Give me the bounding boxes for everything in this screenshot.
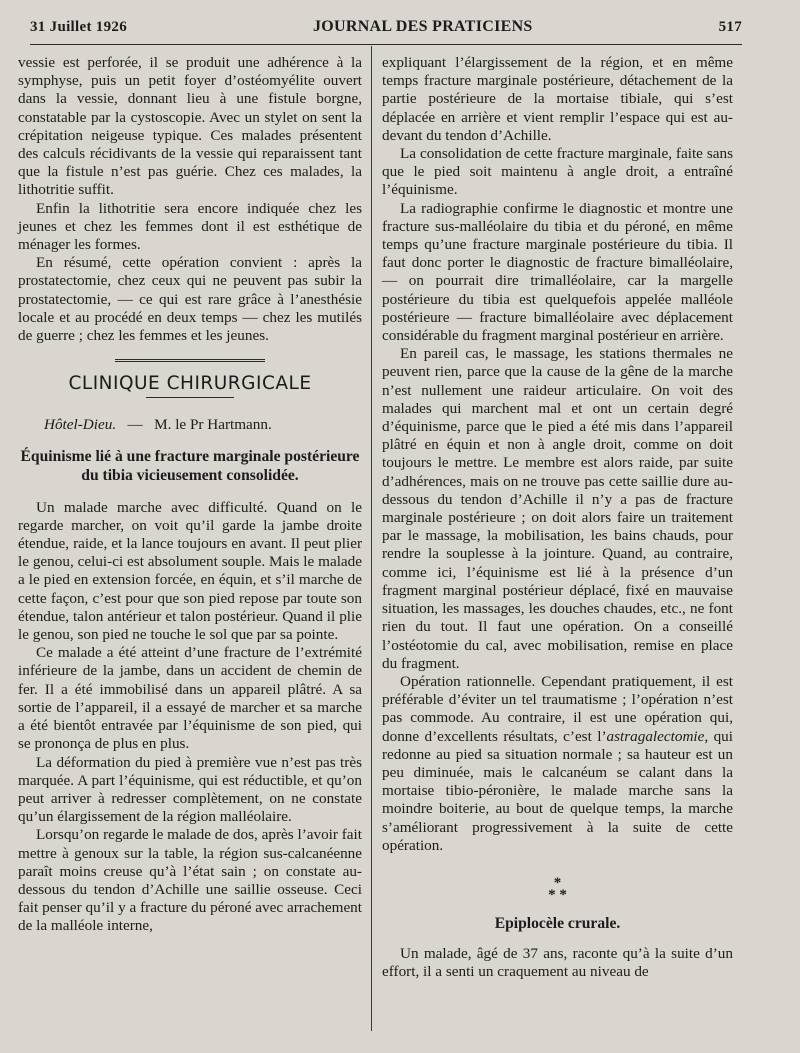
header-rule xyxy=(30,44,742,45)
paragraph: Un malade, âgé de 37 ans, raconte qu’à la suite d’un effort, il a senti un craquement au niveau de xyxy=(382,945,733,981)
paragraph: vessie est perforée, il se produit une adhérence à la symphyse, puis un petit foyer d’ostéomyélite ouvert dans la vessie, donnant lieu à une fistule borgne, constatable par la cystoscopie. Avec un stylet on sent la crépitation neigeuse typique. Ces malades présentent des calculs récidivants de la vessie qui reparaissent tant que la fistule n’est pas guérie. Chez ces malades, la lithotritie suffit. xyxy=(18,54,362,199)
section-double-rule xyxy=(115,359,265,365)
paragraph: Ce malade a été atteint d’une fracture de l’extrémité inférieure de la jambe, dans un accident de chemin de fer. Il a été immobilisé dans un appareil plâtré. A sa sortie de l’appareil, il a essayé de marcher et sa marche a été bientôt entravée par l’équinisme de son pied, qui se prononça de plus en plus. xyxy=(18,644,362,753)
paragraph: La déformation du pied à première vue n’est pas très marquée. A part l’équinisme, qui est réductible, et qu’on peut arriver à redresser complètement, on ne constate qu’un élargissement de la région malléolaire. xyxy=(18,753,362,826)
article-title: Équinisme lié à une fracture marginale postérieure du tibia vicieusement consolidée. xyxy=(20,447,360,484)
right-column xyxy=(382,54,733,982)
asterism-top: * xyxy=(553,874,562,891)
page-number: 517 xyxy=(718,19,742,35)
paragraph: Lorsqu’on regarde le malade de dos, après l’avoir fait mettre à genoux sur la table, la région sus-calcanéenne paraît moins creuse qu’à l’état sain ; on constate au-dessous du tendon d’Achille une saillie osseuse. Ceci fait penser qu’il y a fracture du péroné avec arrachement de la malléole interne, xyxy=(18,826,362,935)
page-header xyxy=(30,18,742,40)
paragraph-text: Opération rationnelle. Cependant pratiquement, il est préférable d’éviter un tel traumatisme ; l’opération n’est pas commode. Au contraire, il est une opération qui, donne d’excellents résultats, c’est l’ xyxy=(382,672,733,745)
left-column xyxy=(18,54,362,936)
section-title: CLINIQUE CHIRURGICALE xyxy=(68,373,312,395)
column-divider xyxy=(371,46,372,1031)
asterism xyxy=(382,874,733,903)
asterism-bottom: * * xyxy=(548,886,567,903)
byline xyxy=(18,416,362,434)
byline-place: Hôtel-Dieu. xyxy=(44,416,117,434)
paragraph: Un malade marche avec difficulté. Quand on le regarde marcher, on voit qu’il garde la jambe droite étendue, raide, et la lance toujours en avant. Il peut plier le genou, celui-ci est absolument souple. Mais le malade a le pied en extension forcée, en équin, et s’il marche de cette façon, c’est pour que son pied repose par toute son étendue, talon antérieur et talon postérieur. Quand il plie le genou, son pied ne touche le sol que par sa pointe. xyxy=(18,498,362,644)
paragraph: En pareil cas, le massage, les stations thermales ne peuvent rien, parce que la cause de la gêne de la marche n’est nullement une raideur articulaire. On voit des malades qui marchent mal et ont un certain degré d’équinisme, parce que le pied a été mis dans l’appareil plâtré en équin et non à angle droit, comme on doit toujours le mettre. Le membre est alors raide, par suite d’adhérences, mais on ne trouve pas cette saillie dure au-dessous du tendon d’Achille il n’y a pas de fracture marginale postérieure ; on doit alors faire un traitement par le massage, la mobilisation, les bains chauds, pour rendre la souplesse à la jointure. Quand, au contraire, comme ici, l’équinisme est lié à la présence d’un fragment marginal postérieur déplacé, fixé en mauvaise situation, les massages, les douches chaudes, etc., ne font rien du tout. Il faut une opération. On a conseillé l’ostéotomie du cal, avec mobilisation, remise en place du fragment. xyxy=(382,345,733,672)
paragraph xyxy=(382,673,733,855)
section-rule xyxy=(146,397,234,398)
paragraph: La consolidation de cette fracture marginale, faite sans que le pied soit maintenu à angle droit, a entraîné l’équinisme. xyxy=(382,145,733,199)
paragraph: Enfin la lithotritie sera encore indiquée chez les jeunes et chez les femmes dont il est esthétique de ménager les formes. xyxy=(18,199,362,254)
issue-date: 31 Juillet 1926 xyxy=(30,19,127,35)
journal-title: JOURNAL DES PRATICIENS xyxy=(312,18,533,35)
paragraph: En résumé, cette opération convient : après la prostatectomie, chez ceux qui ne peuvent pas subir la prostatectomie, — ce qui est rare grâce à l’anesthésie locale et au procédé en deux temps — chez les mutilés de guerre ; chez les femmes et les jeunes. xyxy=(18,254,362,345)
paragraph: expliquant l’élargissement de la région, et en même temps fracture marginale postérieure, détachement de la partie postérieure de la mortaise tibiale, qui s’est déplacée en arrière et vient remplir l’espace qui est au-devant du tendon d’Achille. xyxy=(382,54,733,144)
byline-separator: — xyxy=(127,416,143,434)
paragraph-text: , qui redonne au pied sa situation normale ; sa hauteur est un peu diminuée, mais le calcanéum se calant dans la mortaise tibio-péronière, le malade marche sans la moindre boiterie, au bout de quelque temps, la marche s’améliorant progressivement à la suite de cette opération. xyxy=(382,727,733,854)
article-title: Epiplocèle crurale. xyxy=(494,914,621,932)
byline-author: M. le Pr Hartmann. xyxy=(154,416,272,434)
paragraph: La radiographie confirme le diagnostic et montre une fracture sus-malléolaire du tibia et du péroné, en même temps qu’une fracture marginale postérieure du tibia. Il faut donc porter le diagnostic de fracture bimalléolaire, — on pourrait dire trimalléolaire, car la margelle postérieure du tibia est quelquefois appelée malléole postérieure — fracture bimalléolaire avec déplacement considérable du fragment marginal postérieur en arrière. xyxy=(382,199,733,345)
emphasis-term: astragalectomie xyxy=(606,727,705,745)
